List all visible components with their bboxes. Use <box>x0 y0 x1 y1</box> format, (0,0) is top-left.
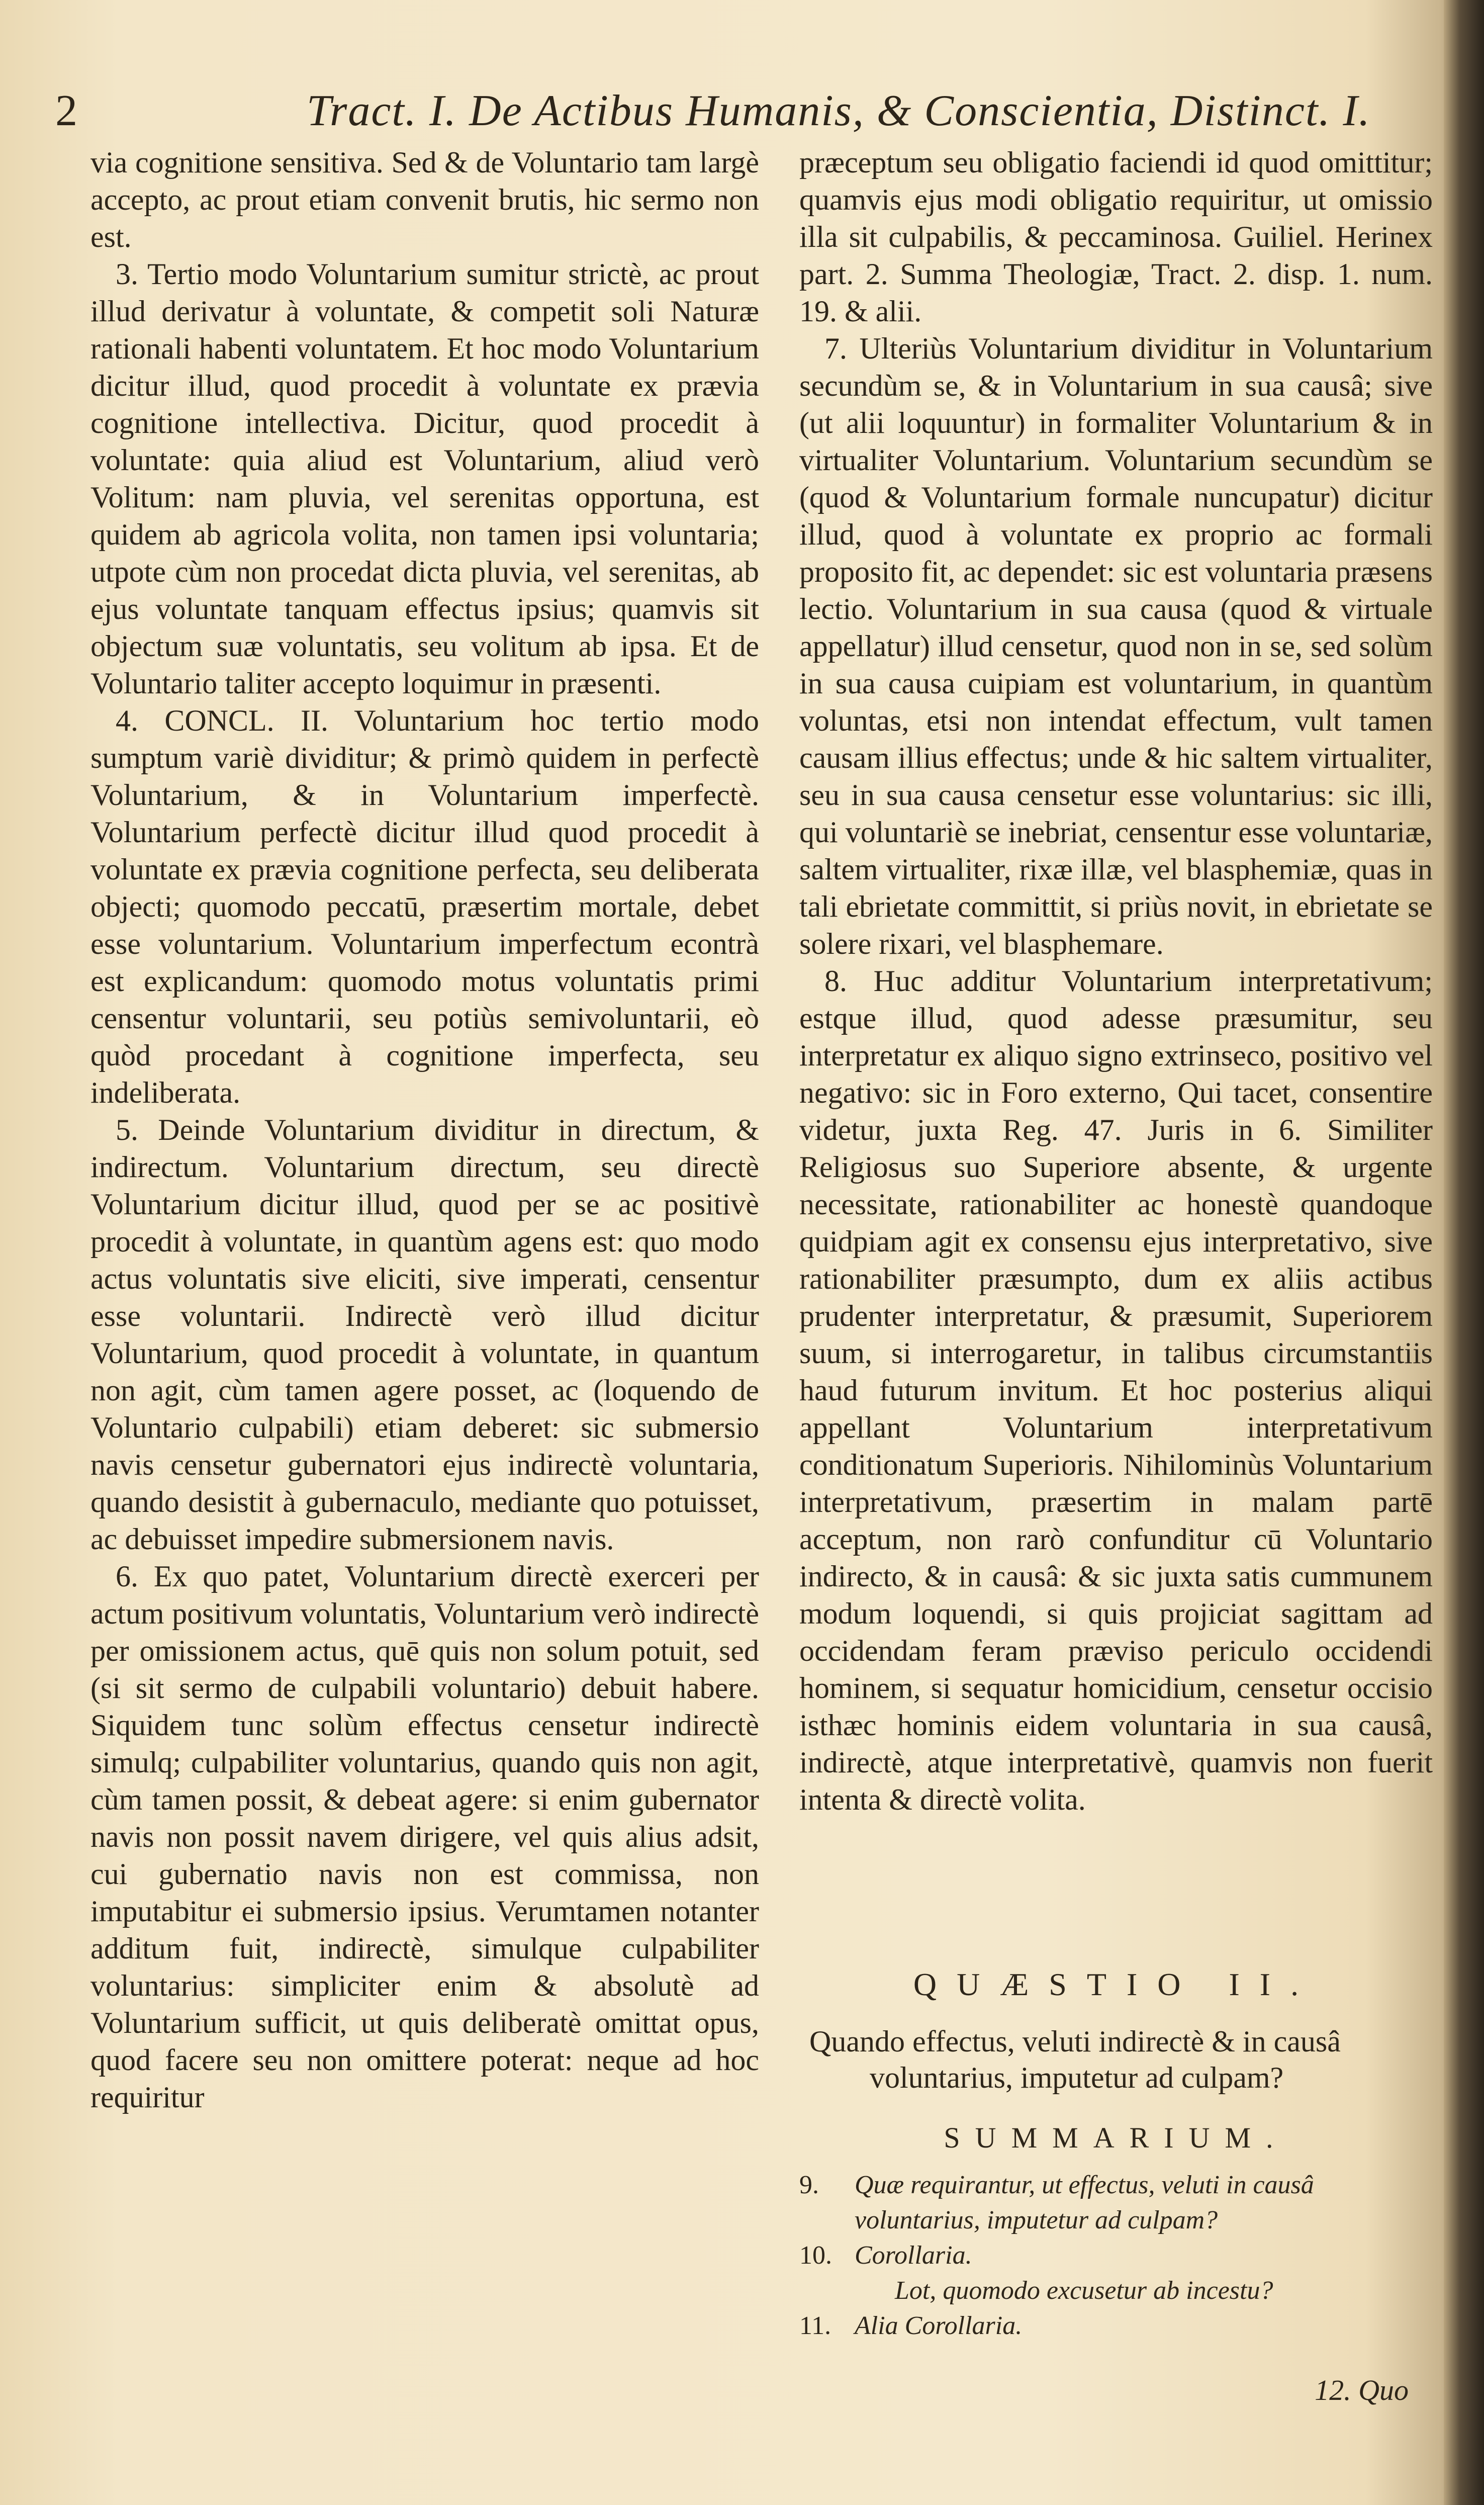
paragraph: 8. Huc additur Voluntarium interpretativum; estque illud, quod adesse præsumitur, seu interpretatur ex aliquo signo extrinseco, positivo vel negativo: sic in Foro externo, Qui tacet, consentire videtur, juxta Reg. 47. Juris in 6. Similiter Religiosus suo Superiore absente, & urgente necessitate, rationabiliter ac honestè quandoque quidpiam agit ex consensu ejus interpretativo, sive rationabiliter præsumpto, dum ex aliis actibus prudenter interpretatur, & præsumit, Superiorem suum, si interrogaretur, in talibus circumstantiis haud futurum invitum. Et hoc posterius aliqui appellant Voluntarium interpretativum conditionatum Superioris. Nihilominùs Voluntarium interpretativum, præsertim in malam partē acceptum, non rarò confunditur cū Voluntario indirecto, & in causâ: & sic juxta satis cummunem modum loquendi, si quis projiciat sagittam ad occidendam feram præviso periculo occidendi hominem, si sequatur homicidium, censetur occisio isthæc hominis eidem voluntaria in sua causâ, indirectè, atque interpretativè, quamvis non fuerit intenta & directè volita. <box>799 964 1433 1816</box>
summarium-heading: SUMMARIUM. <box>944 2121 1288 2154</box>
page-number: 2 <box>55 86 78 135</box>
summarium-list <box>799 2168 1433 2344</box>
paragraph: 6. Ex quo patet, Voluntarium directè exerceri per actum positivum voluntatis, Voluntarium verò indirectè per omissionem actus, quē quis non solum potuit, sed (si sit sermo de culpabili voluntario) debuit habere. Siquidem tunc solùm effectus censetur indirectè simulq; culpabiliter voluntarius, quando quis non agit, cùm tamen possit, & debeat agere: si enim gubernator navis non possit navem dirigere, vel quis alius adsit, cui gubernatio navis non est commissa, non imputabitur ei submersio ipsius. Verumtamen notanter additum fuit, indirectè, simulque culpabiliter voluntarius: simpliciter enim & absolutè ad Voluntarium sufficit, ut quis deliberatè omittat opus, quod facere seu non omittere poterat: neque ad hoc requiritur <box>90 1560 759 2114</box>
question-text-line: Quando effectus, veluti indirectè & in causâ <box>809 2025 1341 2058</box>
summarium-item-number: 9. <box>799 2171 819 2199</box>
summarium-item <box>799 2168 1433 2238</box>
left-column <box>90 144 759 2116</box>
summarium-item <box>799 2238 1433 2273</box>
question-text-line: voluntarius, imputetur ad culpam? <box>870 2061 1284 2094</box>
summarium-item-text: Alia Corollaria. <box>855 2311 1023 2340</box>
catchword: 12. Quo <box>1315 2374 1409 2406</box>
running-head <box>55 85 1423 146</box>
summarium-item-text: Quæ requirantur, ut effectus, veluti in causâ voluntarius, imputetur ad culpam? <box>855 2171 1314 2234</box>
summarium-item <box>799 2273 1433 2308</box>
book-gutter <box>1444 0 1484 2505</box>
paragraph: 5. Deinde Voluntarium dividitur in directum, & indirectum. Voluntarium directum, seu directè Voluntarium dicitur illud, quod per se ac positivè procedit à voluntate, in quantùm agens est: quo modo actus voluntatis sive eliciti, sive imperati, censentur esse voluntarii. Indirectè verò illud dicitur Voluntarium, quod procedit à voluntate, in quantum non agit, cùm tamen agere posset, ac (loquendo de Voluntario culpabili) etiam deberet: sic submersio navis censetur gubernatori ejus indirectè voluntaria, quando desistit à gubernaculo, mediante quo potuisset, ac debuisset impedire submersionem navis. <box>90 1113 759 1556</box>
question-text <box>799 2023 1433 2096</box>
summarium-item-number: 11. <box>799 2311 831 2340</box>
summarium-item-text: Corollaria. <box>855 2241 972 2270</box>
paragraph: via cognitione sensitiva. Sed & de Voluntario tam largè accepto, ac prout etiam convenit brutis, hic sermo non est. <box>90 146 759 253</box>
running-title: Tract. I. De Actibus Humanis, & Conscientia, Distinct. I. <box>307 86 1371 135</box>
right-column <box>799 144 1433 1818</box>
question-section <box>799 1966 1433 2344</box>
paragraph: præceptum seu obligatio faciendi id quod omittitur; quamvis ejus modi obligatio requiritur, ut omissio illa sit culpabilis, & peccaminosa. Guiliel. Herinex part. 2. Summa Theologiæ, Tract. 2. disp. 1. num. 19. & alii. <box>799 146 1433 328</box>
paragraph: 3. Tertio modo Voluntarium sumitur strictè, ac prout illud derivatur à voluntate, & competit soli Naturæ rationali habenti voluntatem. Et hoc modo Voluntarium dicitur illud, quod procedit à voluntate ex prævia cognitione intellectiva. Dicitur, quod procedit à voluntate: quia aliud est Voluntarium, aliud verò Volitum: nam pluvia, vel serenitas opportuna, est quidem ab agricola volita, non tamen ipsi voluntaria; utpote cùm non procedat dicta pluvia, vel serenitas, ab ejus voluntate tanquam effectus ipsius; quamvis sit objectum suæ voluntatis, seu volitum ab ipsa. Et de Voluntario taliter accepto loquimur in præsenti. <box>90 257 759 700</box>
summarium-item <box>799 2308 1433 2344</box>
question-heading: QUÆSTIO II. <box>913 1966 1319 2002</box>
summarium-item-text: Lot, quomodo excusetur ab incestu? <box>895 2276 1273 2305</box>
paragraph: 7. Ulteriùs Voluntarium dividitur in Voluntarium secundùm se, & in Voluntarium in sua causâ; sive (ut alii loquuntur) in formaliter Voluntarium & in virtualiter Voluntarium. Voluntarium secundùm se (quod & Voluntarium formale nuncupatur) dicitur illud, quod à voluntate ex proprio ac formali proposito fit, ac dependet: sic est voluntaria præsens lectio. Voluntarium in sua causa (quod & virtuale appellatur) illud censetur, quod non in se, sed solùm in sua causa cuipiam est voluntarium, in quantùm voluntas, etsi non intendat effectum, vult tamen causam illius effectus; unde & hic saltem virtualiter, seu in sua causa censetur esse voluntarius: sic illi, qui voluntariè se inebriat, censentur esse voluntariæ, saltem virtualiter, rixæ illæ, vel blasphemiæ, quas in tali ebrietate committit, si priùs novit, in ebrietate se solere rixari, vel blasphemare. <box>799 332 1433 960</box>
summarium-item-number: 10. <box>799 2241 832 2270</box>
paragraph: 4. CONCL. II. Voluntarium hoc tertio modo sumptum variè dividitur; & primò quidem in perfectè Voluntarium, & in Voluntarium imperfectè. Voluntarium perfectè dicitur illud quod procedit à voluntate ex prævia cognitione perfecta, seu deliberata objecti; quomodo peccatū, præsertim mortale, debet esse voluntarium. Voluntarium imperfectum econtrà est explicandum: quomodo motus voluntatis primi censentur voluntarii, seu potiùs semivoluntarii, eò quòd procedant à cognitione imperfecta, seu indeliberata. <box>90 704 759 1109</box>
